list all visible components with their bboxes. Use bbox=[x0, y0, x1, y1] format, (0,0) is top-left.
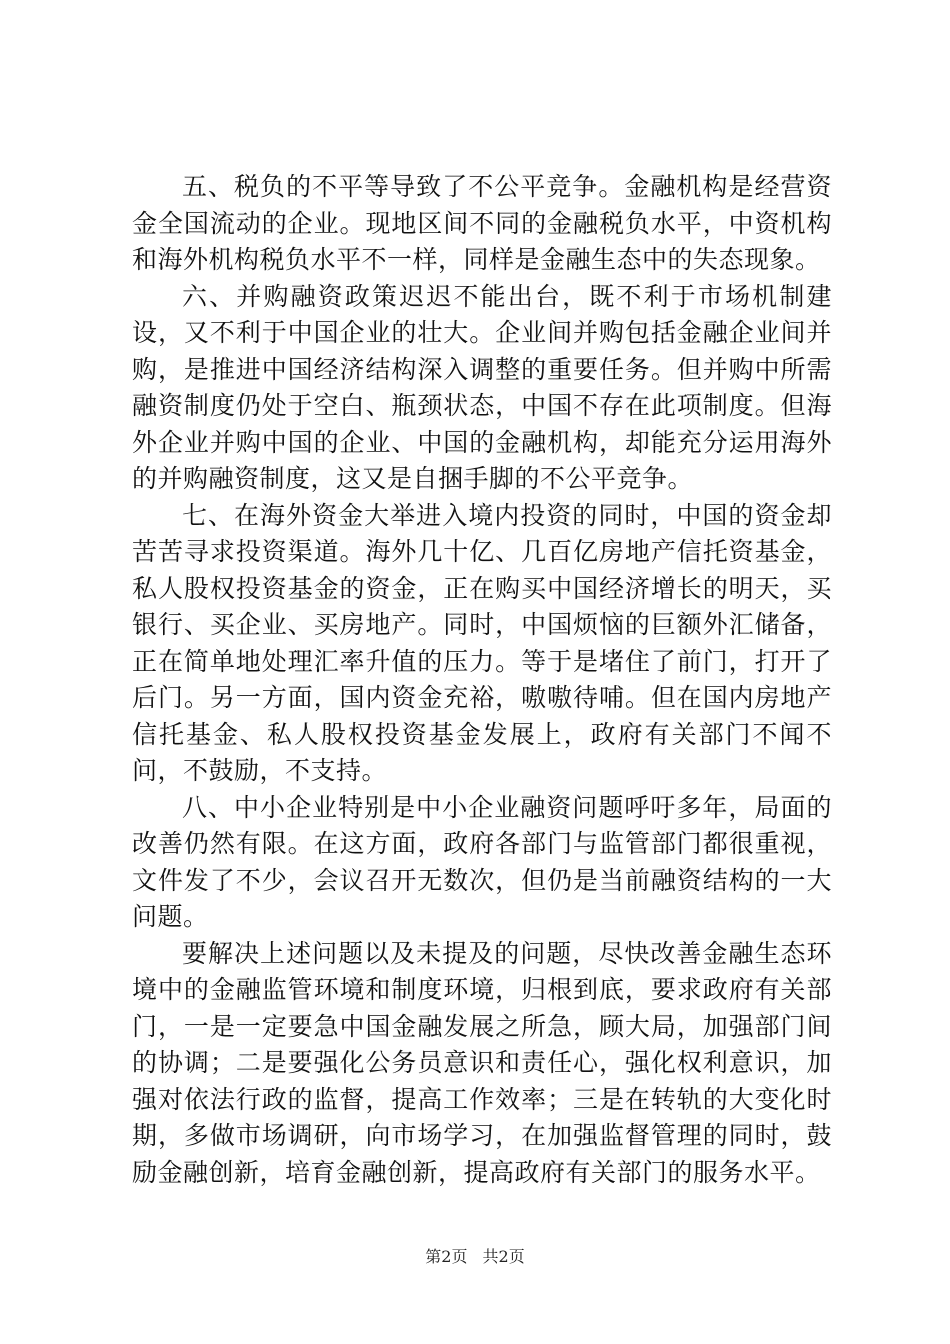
page-number: 第2页 bbox=[425, 1247, 468, 1266]
document-body bbox=[132, 169, 832, 1191]
paragraph-five: 五、税负的不平等导致了不公平竞争。金融机构是经营资金全国流动的企业。现地区间不同的金融税负水平，中资机构和海外机构税负水平不一样，同样是金融生态中的失态现象。 bbox=[132, 172, 832, 274]
page-total: 共2页 bbox=[482, 1247, 525, 1266]
paragraph-seven: 七、在海外资金大举进入境内投资的同时，中国的资金却苦苦寻求投资渠道。海外几十亿、几百亿房地产信托资基金，私人股权投资基金的资金，正在购买中国经济增长的明天，买银行、买企业、买房地产。同时，中国烦恼的巨额外汇储备，正在简单地处理汇率升值的压力。等于是堵住了前门，打开了后门。另一方面，国内资金充裕，嗷嗷待哺。但在国内房地产信托基金、私人股权投资基金发展上，政府有关部门不闻不问，不鼓励，不支持。 bbox=[132, 500, 832, 785]
paragraph-eight: 八、中小企业特别是中小企业融资问题呼吁多年，局面的改善仍然有限。在这方面，政府各部门与监管部门都很重视，文件发了不少，会议召开无数次，但仍是当前融资结构的一大问题。 bbox=[132, 792, 832, 931]
paragraph-conclusion: 要解决上述问题以及未提及的问题，尽快改善金融生态环境中的金融监管环境和制度环境，归根到底，要求政府有关部门，一是一定要急中国金融发展之所急，顾大局，加强部门间的协调；二是要强化公务员意识和责任心，强化权利意识，加强对依法行政的监督，提高工作效率；三是在转轨的大变化时期，多做市场调研，向市场学习，在加强监督管理的同时，鼓励金融创新，培育金融创新，提高政府有关部门的服务水平。 bbox=[132, 938, 832, 1187]
paragraph-six: 六、并购融资政策迟迟不能出台，既不利于市场机制建设，又不利于中国企业的壮大。企业间并购包括金融企业间并购，是推进中国经济结构深入调整的重要任务。但并购中所需融资制度仍处于空白、瓶颈状态，中国不存在此项制度。但海外企业并购中国的企业、中国的金融机构，却能充分运用海外的并购融资制度，这又是自捆手脚的不公平竞争。 bbox=[132, 281, 832, 493]
page-footer bbox=[0, 1244, 950, 1267]
